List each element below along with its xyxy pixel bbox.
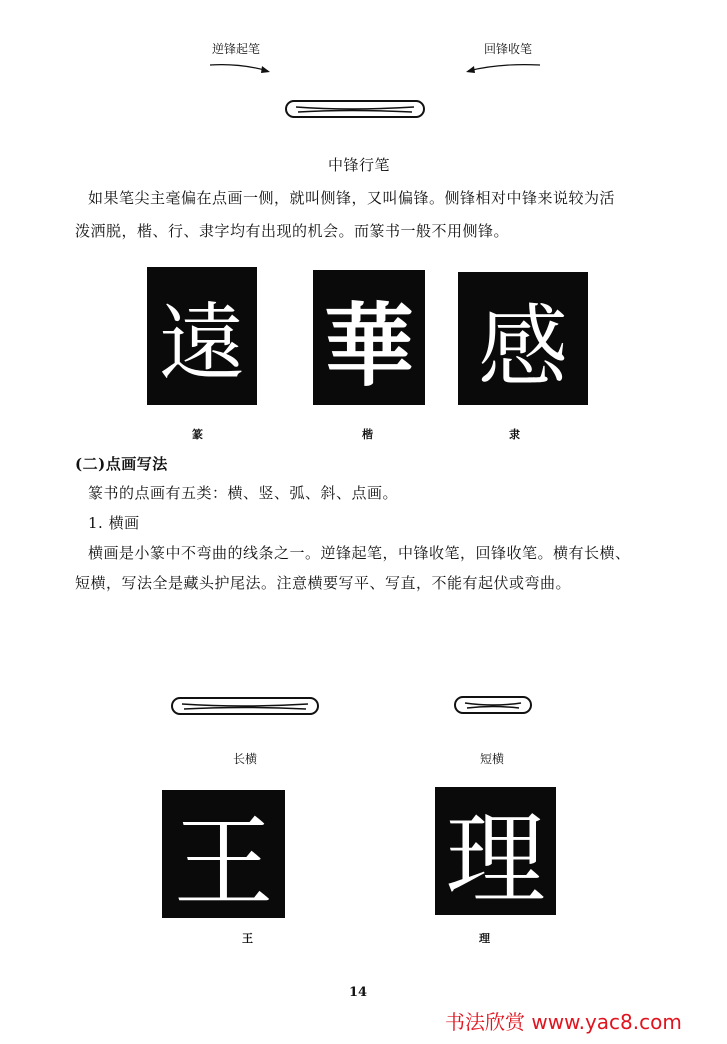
page-number: 14 — [349, 985, 368, 1000]
paragraph-line: 短横，写法全是藏头护尾法。注意横要写平、写直，不能有起伏或弯曲。 — [75, 574, 572, 592]
arrow-icon — [261, 66, 270, 73]
li-example: 理 — [435, 787, 556, 915]
example-caption: 王 — [242, 932, 253, 945]
center-stroke-diagram — [200, 55, 560, 125]
example-caption: 篆 — [192, 428, 203, 441]
clerical-script-example: 感 — [458, 272, 588, 405]
paragraph-line: 横画是小篆中不弯曲的线条之一。逆锋起笔，中锋收笔，回锋收笔。横有长横、 — [88, 544, 631, 562]
paragraph-line: 如果笔尖主毫偏在点画一侧，就叫侧锋，又叫偏锋。侧锋相对中锋来说较为活 — [88, 189, 616, 207]
arrow-icon — [466, 66, 475, 73]
regular-script-example: 華 — [313, 270, 425, 405]
wang-example: 王 — [162, 790, 285, 918]
section-heading: (二)点画写法 — [75, 455, 168, 473]
short-horizontal-stroke-diagram — [451, 691, 535, 719]
return-exit-label: 回锋收笔 — [484, 42, 533, 56]
stroke-types-line: 篆书的点画有五类：横、竖、弧、斜、点画。 — [88, 484, 399, 502]
subheading: 1. 横画 — [88, 514, 140, 532]
paragraph-line: 泼洒脱，楷、行、隶字均有出现的机会。而篆书一般不用侧锋。 — [75, 222, 510, 240]
watermark: 书法欣赏 www.yac8.com — [445, 1010, 682, 1034]
center-stroke-caption: 中锋行笔 — [328, 156, 391, 174]
example-caption: 隶 — [509, 428, 520, 441]
example-caption: 楷 — [362, 428, 373, 441]
example-caption: 理 — [479, 932, 490, 945]
short-horizontal-label: 短横 — [480, 752, 505, 766]
long-horizontal-label: 长横 — [233, 752, 258, 766]
long-horizontal-stroke-diagram — [168, 692, 323, 720]
reverse-entry-label: 逆锋起笔 — [212, 42, 261, 56]
seal-script-example: 遠 — [147, 267, 257, 405]
